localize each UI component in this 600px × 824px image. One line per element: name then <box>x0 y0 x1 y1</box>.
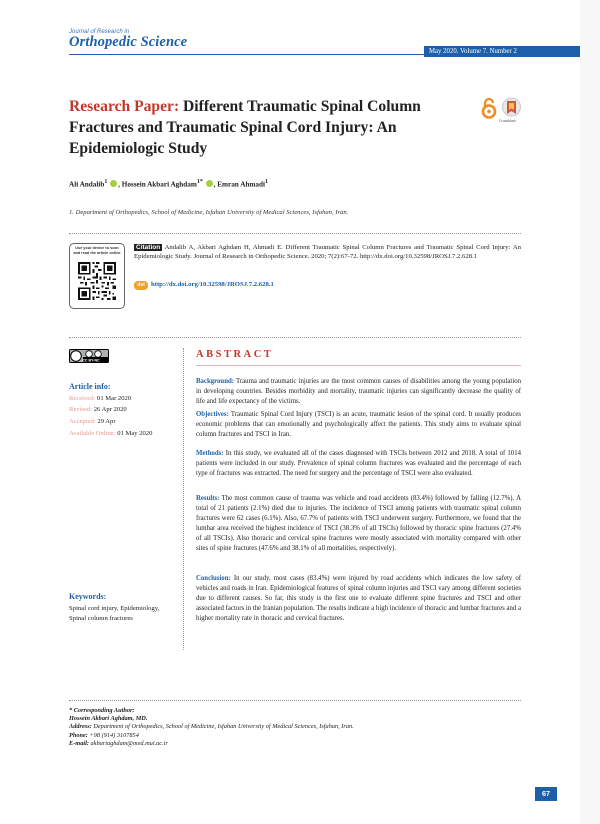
open-access-icon[interactable] <box>480 97 498 119</box>
column-divider <box>183 348 184 650</box>
author-name: Emran Ahmadi <box>217 180 265 189</box>
orcid-icon[interactable] <box>110 180 117 187</box>
article-info-row <box>69 418 116 425</box>
abstract-objectives <box>196 410 521 440</box>
section-text: Traumatic Spinal Cord Injury (TSCI) is an acute, traumatic lesion of the spinal cord. It usually produces economic problems that can emotionally and psychologically affect the patients. This study aims to evaluate spinal column fractures and TSCI in Iran. <box>196 411 522 438</box>
doi-row <box>134 281 274 290</box>
issue-info-bar: May 2020. Volume 7. Number 2 <box>424 46 600 57</box>
author-sup: 1* <box>196 179 203 185</box>
orcid-icon[interactable] <box>206 180 213 187</box>
doi-icon: doi <box>134 281 148 290</box>
citation <box>134 243 521 261</box>
keywords-text: Spinal cord injury, Epidemiology, Spinal column fractures <box>69 605 160 622</box>
revised-date: 26 Apr 2020 <box>93 406 127 413</box>
received-date: 01 Mar 2020 <box>97 395 132 402</box>
author-list: Ali Andalib$^1$ , Hossein Akbari Aghdam$^{1*}$ , Emran Ahmadi$^1$ <box>69 179 268 189</box>
article-info-row <box>69 395 131 402</box>
abstract-methods <box>196 449 521 479</box>
divider <box>69 337 521 338</box>
cc-license-label: CC BY-NC <box>82 358 100 363</box>
article-info-row <box>69 430 152 437</box>
affiliation: 1. Department of Orthopedics, School of Medicine, Isfahan University of Medical Sciences, Isfahan, Iran. <box>69 209 349 216</box>
section-text: Trauma and traumatic injuries are the most common causes of disabilities among the young population in developing countries. Besides morbidity and mortality, traumatic injuries can significantly decrease the quality of life and life expectancy of the victims. <box>196 378 522 405</box>
author-name: Hossein Akbari Aghdam <box>121 180 197 189</box>
revised-label: Revised: <box>69 406 93 413</box>
phone-text: +98 (914) 3107854 <box>89 731 139 739</box>
qr-caption: Use your device to scan and read the article online <box>73 246 121 255</box>
abstract-conclusion <box>196 574 521 624</box>
crossmark-icon[interactable] <box>501 97 522 121</box>
section-text: The most common cause of trauma was vehicle and road accidents (83.4%) followed by falling (12.7%). A total of 21 patients (2.1%) died due to injuries. The incidence of TSCI among patients with traumatic spinal column fractures were 62 cases (6.1%). Also, 67.7% of patients with TSCI underwent surgery. Furthermore, we found that the lumbar area received the highest incidence of TSCI (38.3% of all TSCIs) followed by thoracic spine fractures (27.4% of all TSCIs). Also thoracic and cervical spine fractures were mostly associated with mortality compared with other sites of spine fractures (47.6% and 38.1% of all mortalities, respectively). <box>196 495 522 552</box>
corresponding-name: Hossein Akbari Aghdam, MD. <box>69 715 148 723</box>
citation-text: Andalib A, Akbari Aghdam H, Ahmadi E. Different Traumatic Spinal Column Fractures and Traumatic Spinal Cord Injury: An Epidemiologic Study. Journal of Research in Orthopedic Science. 2020; 7(2):67-72. http://dx.doi.org/10.32598/JROSJ.7.2.628.1 <box>134 244 521 261</box>
page-number: 67 <box>535 787 557 801</box>
section-text: In this study, we evaluated all of the cases diagnosed with TSCIs between 2012 and 2018. A total of 1014 patients were included in our study. Prevalence of spinal column fractures was evaluated and the percentage of each type of fractures was extracted. The need for surgery and the percentage of TSCI were also evaluated. <box>196 450 521 477</box>
citation-label: Citation <box>136 244 161 251</box>
author-sup: 1 <box>104 179 108 185</box>
section-label: Background: <box>196 378 235 385</box>
author-sup: 1 <box>264 179 268 185</box>
email-label: E-mail: <box>69 739 89 747</box>
journal-small-title: Journal of Research in <box>69 29 130 35</box>
corresponding-address-row <box>69 723 529 731</box>
email-text[interactable]: akbariaghdam@med.mui.ac.ir <box>90 739 168 747</box>
author-name: Ali Andalib <box>69 180 105 189</box>
article-info-row <box>69 406 127 413</box>
received-label: Received: <box>69 395 96 402</box>
right-margin-strip <box>580 0 600 824</box>
accepted-date: 29 Apr <box>97 418 116 425</box>
abstract-background <box>196 377 521 407</box>
abstract-heading: ABSTRACT <box>196 349 274 360</box>
address-text: Department of Orthopedics, School of Medicine, Isfahan University of Medical Sciences, Isfahan, Iran. <box>93 723 354 731</box>
address-label: Address: <box>69 723 92 731</box>
accepted-label: Accepted: <box>69 418 96 425</box>
keywords-heading: Keywords: <box>69 592 107 601</box>
available-online-label: Available Online: <box>69 430 116 437</box>
corresponding-email-row <box>69 740 529 748</box>
section-label: Methods: <box>196 450 224 457</box>
phone-label: Phone: <box>69 731 88 739</box>
journal-title: Orthopedic Science <box>69 34 188 50</box>
available-online-date: 01 May 2020 <box>117 430 153 437</box>
section-label: Results: <box>196 495 220 502</box>
section-label: Objectives: <box>196 411 229 418</box>
article-info-heading: Article info: <box>69 382 111 391</box>
corresponding-heading: * Corresponding Author: <box>69 707 135 714</box>
divider <box>69 233 521 234</box>
crossmark-label: CrossMark <box>499 119 516 123</box>
divider <box>69 700 521 701</box>
paper-type-label: Research Paper: <box>69 98 180 115</box>
abstract-results <box>196 494 521 553</box>
corresponding-author <box>69 707 529 748</box>
article-title <box>69 96 481 159</box>
section-label: Conclusion: <box>196 575 231 582</box>
section-text: In our study, most cases (83.4%) were injured by road accidents which indicates the low safety of vehicles and roads in Iran. Epidemiological features of spinal column injuries and TSCI vary among different societies due to different causes. So far, this study is the first one to evaluate different spine fractures and TSCI and other associated factors in the Iranian population. The results indicate a high incidence of thoracic and lumbar fractures and a higher mortality rate in thoracic and cervical fractures. <box>196 575 521 622</box>
doi-link[interactable]: http://dx.doi.org/10.32598/JROSJ.7.2.628.1 <box>151 281 274 288</box>
qr-code-icon[interactable] <box>78 262 116 300</box>
article-title-text: Different Traumatic Spinal Column Fractures and Traumatic Spinal Cord Injury: An Epidemiologic Study <box>69 98 421 157</box>
abstract-rule <box>196 365 521 366</box>
cc-license-icon[interactable] <box>69 349 109 363</box>
corresponding-phone-row <box>69 732 529 740</box>
